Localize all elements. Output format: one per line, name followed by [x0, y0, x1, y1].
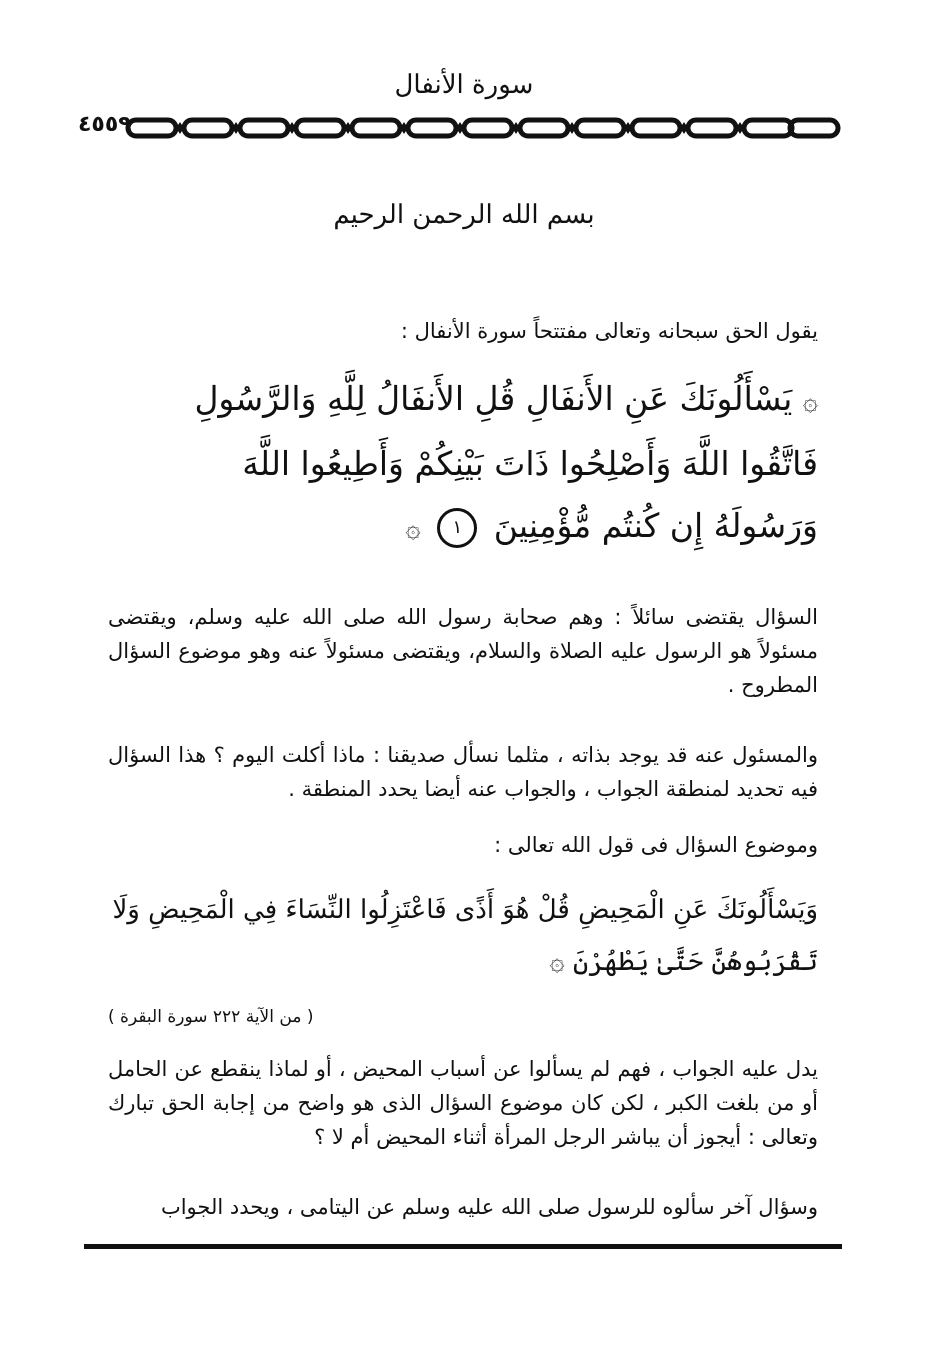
paragraph: وموضوع السؤال فى قول الله تعالى : [494, 833, 818, 857]
quran-verse-anfal-1 [108, 368, 818, 560]
verse-line-text: يَسْأَلُونَكَ عَنِ الأَنفَالِ قُلِ الأَنفَالُ لِلَّهِ وَالرَّسُولِ [194, 379, 793, 418]
verse-end-ornament-icon: ۞ [549, 947, 565, 977]
paragraph: يدل عليه الجواب ، فهم لم يسألوا عن أسباب المحيض ، أو لماذا ينقطع عن الحامل أو من بلغت الكبر ، لكن كان موضوع السؤال الذى هو واضح من إجابة الحق تبارك وتعالى : أيجوز أن يباشر الرجل المرأة أثناء المحيض أم لا ؟ [108, 1057, 818, 1149]
verse-line [108, 433, 818, 495]
verse-line [108, 368, 818, 433]
verse-line-text: تَقْرَبُوهُنَّ حَتَّىٰ يَطْهُرْنَ [572, 947, 818, 977]
intro-text: يقول الحق سبحانه وتعالى مفتتحاً سورة الأنفال : [400, 319, 818, 343]
paragraph: والمسئول عنه قد يوجد بذاته ، مثلما نسأل صديقنا : ماذا أكلت اليوم ؟ هذا السؤال فيه تحديد لمنطقة الجواب ، والجواب عنه أيضا يحدد المنطقة . [108, 743, 818, 801]
bottom-rule [84, 1244, 842, 1249]
verse-end-ornament-icon: ۞ [405, 514, 421, 544]
verse-citation: ( من الآية ٢٢٢ سورة البقرة ) [108, 1007, 314, 1027]
verse-line [108, 495, 818, 560]
page-number: ٤٥٥٩ [78, 112, 132, 137]
verse-line [108, 884, 818, 936]
ayah-number-marker: ١ [437, 508, 477, 548]
verse-start-ornament-icon: ۞ [802, 387, 818, 417]
header-ornament-row [78, 110, 844, 146]
basmala: بسم الله الرحمن الرحيم [333, 200, 595, 230]
verse-line [108, 936, 818, 988]
surah-title: سورة الأنفال [394, 70, 534, 100]
verse-line-text: وَرَسُولَهُ إِن كُنتُم مُّؤْمِنِينَ [493, 506, 818, 545]
verse-line-text: فَاتَّقُوا اللَّهَ وَأَصْلِحُوا ذَاتَ بَيْنِكُمْ وَأَطِيعُوا اللَّهَ [242, 444, 818, 483]
quran-verse-baqarah-222 [108, 884, 818, 988]
paragraph: السؤال يقتضى سائلاً : وهم صحابة رسول الله صلى الله عليه وسلم، ويقتضى مسئولاً هو الرسول عليه الصلاة والسلام، ويقتضى مسئولاً عنه وهو موضوع السؤال المطروح . [108, 605, 818, 697]
paragraph: وسؤال آخر سألوه للرسول صلى الله عليه وسلم عن اليتامى ، ويحدد الجواب [160, 1195, 818, 1219]
chain-ornament-icon [118, 110, 844, 146]
verse-line-text: وَيَسْأَلُونَكَ عَنِ الْمَحِيضِ قُلْ هُوَ أَذًى فَاعْتَزِلُوا النِّسَاءَ فِي الْمَحِيضِ وَلَا [112, 895, 818, 925]
